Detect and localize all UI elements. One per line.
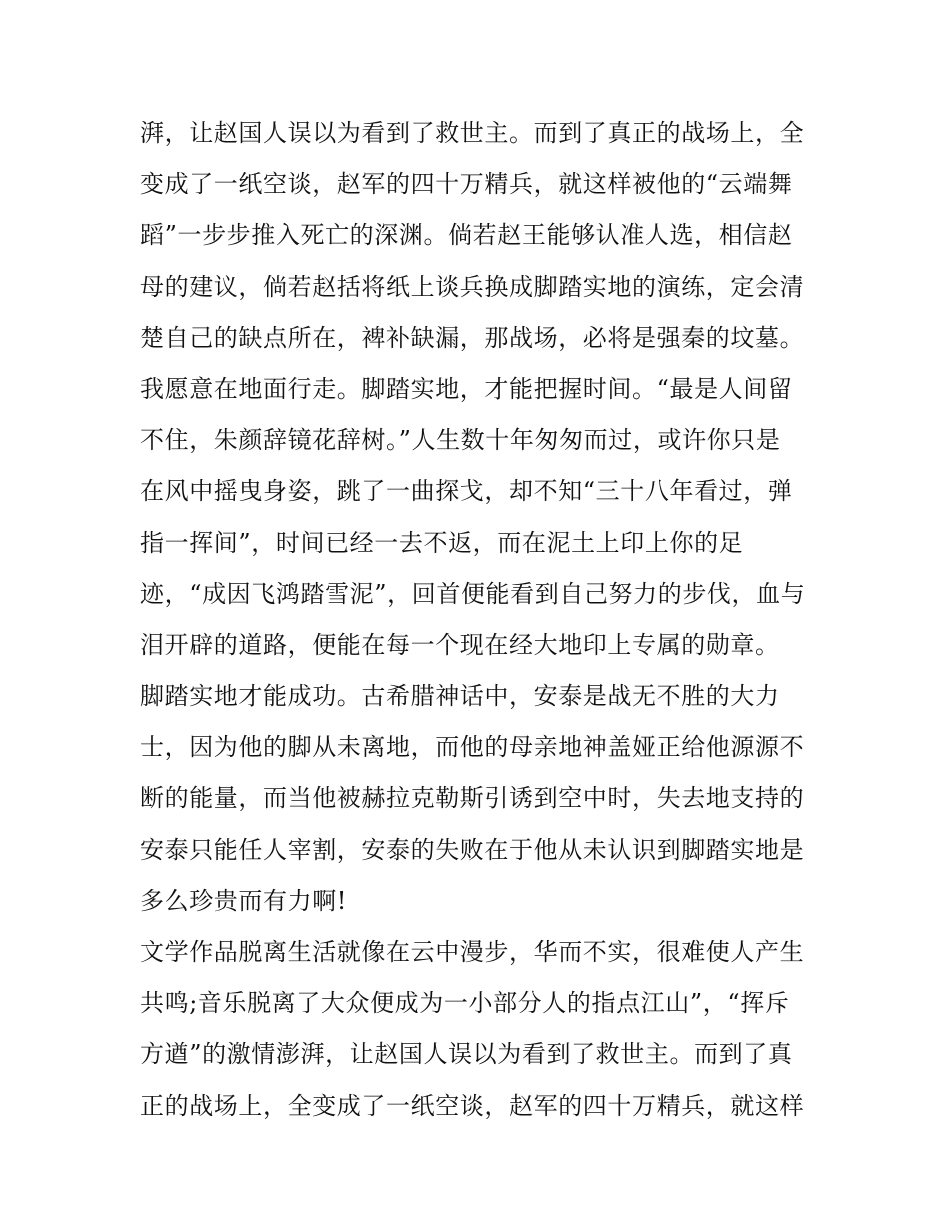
text-line-10: 迹，“成因飞鸿踏雪泥”，回首便能看到自己努力的步伐，血与 <box>140 579 806 608</box>
text-line-1: 湃，让赵国人误以为看到了救世主。而到了真正的战场上，全 <box>140 119 805 147</box>
text-line-18: 共鸣;音乐脱离了大众便成为一小部分人的指点江山”，“挥斥 <box>140 989 790 1018</box>
text-line-15: 安泰只能任人宰割，安泰的失败在于他从未认识到脚踏实地是 <box>140 835 805 864</box>
text-line-3: 蹈”一步步推入死亡的深渊。倘若赵王能够认准人选，相信赵 <box>140 221 793 250</box>
text-line-12: 脚踏实地才能成功。古希腊神话中，安泰是战无不胜的大力 <box>140 682 780 711</box>
text-line-4: 母的建议，倘若赵括将纸上谈兵换成脚踏实地的演练，定会清 <box>140 272 805 301</box>
text-line-2: 变成了一纸空谈，赵军的四十万精兵，就这样被他的“云端舞 <box>140 170 793 199</box>
text-line-5: 楚自己的缺点所在，裨补缺漏，那战场，必将是强秦的坟墓。 <box>140 323 805 352</box>
text-line-13: 士，因为他的脚从未离地，而他的母亲地神盖娅正给他源源不 <box>140 733 805 762</box>
text-line-6: 我愿意在地面行走。脚踏实地，才能把握时间。“最是人间留 <box>140 374 793 403</box>
text-line-16: 多么珍贵而有力啊! <box>140 886 348 915</box>
text-line-20: 正的战场上，全变成了一纸空谈，赵军的四十万精兵，就这样 <box>140 1091 805 1120</box>
text-line-7: 不住，朱颜辞镜花辞树。”人生数十年匆匆而过，或许你只是 <box>140 426 781 455</box>
text-line-17: 文学作品脱离生活就像在云中漫步，华而不实，很难使人产生 <box>140 938 805 966</box>
text-line-11: 泪开辟的道路，便能在每一个现在经大地印上专属的勋章。 <box>140 630 780 659</box>
text-line-14: 断的能量，而当他被赫拉克勒斯引诱到空中时，失去地支持的 <box>140 784 805 813</box>
text-line-19: 方遒”的激情澎湃，让赵国人误以为看到了救世主。而到了真 <box>140 1040 793 1069</box>
text-line-8: 在风中摇曳身姿，跳了一曲探戈，却不知“三十八年看过，弹 <box>140 477 793 506</box>
text-line-9: 指一挥间”，时间已经一去不返，而在泥土上印上你的足 <box>140 528 744 557</box>
essay-body <box>140 108 830 1132</box>
